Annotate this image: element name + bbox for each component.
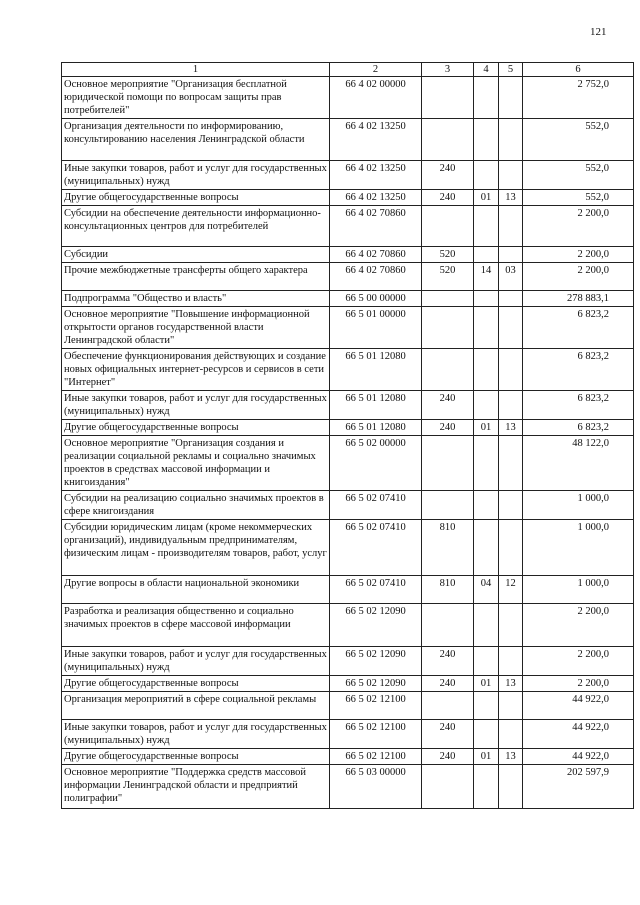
row-amount: 2 200,0 [523,647,634,676]
row-pr [499,349,523,391]
row-name: Иные закупки товаров, работ и услуг для государственных (муниципальных) нужд [62,647,330,676]
row-vr: 810 [422,576,474,604]
table-row [62,436,634,491]
row-pr [499,692,523,720]
row-name: Организация мероприятий в сфере социальной рекламы [62,692,330,720]
row-amount: 44 922,0 [523,749,634,765]
row-vr: 240 [422,647,474,676]
row-amount: 202 597,9 [523,765,634,809]
row-amount: 2 200,0 [523,676,634,692]
row-vr: 240 [422,676,474,692]
row-code: 66 5 02 12090 [330,647,422,676]
row-rz [474,520,499,576]
row-pr: 12 [499,576,523,604]
column-header-rz: 4 [474,63,499,77]
row-pr [499,307,523,349]
table-row [62,765,634,809]
row-amount: 6 823,2 [523,307,634,349]
row-name: Иные закупки товаров, работ и услуг для государственных (муниципальных) нужд [62,161,330,190]
row-code: 66 5 01 12080 [330,420,422,436]
row-name: Субсидии на обеспечение деятельности информационно-консультационных центров для потребителей [62,206,330,247]
row-rz [474,161,499,190]
row-code: 66 4 02 70860 [330,263,422,291]
row-rz [474,391,499,420]
row-vr [422,491,474,520]
row-code: 66 4 02 13250 [330,161,422,190]
row-code: 66 5 01 12080 [330,349,422,391]
row-name: Основное мероприятие "Организация создания и реализации социальной рекламы и социально значимых проектов в средствах массовой информации и книгоиздания" [62,436,330,491]
row-pr [499,77,523,119]
column-header-code: 2 [330,63,422,77]
row-rz [474,307,499,349]
row-rz: 14 [474,263,499,291]
row-code: 66 5 02 12100 [330,720,422,749]
row-code: 66 5 02 07410 [330,520,422,576]
row-amount: 6 823,2 [523,420,634,436]
page-number: 121 [590,26,607,38]
row-pr [499,206,523,247]
row-name: Другие общегосударственные вопросы [62,749,330,765]
row-name: Прочие межбюджетные трансферты общего характера [62,263,330,291]
row-code: 66 4 02 00000 [330,77,422,119]
table-row [62,161,634,190]
row-vr: 240 [422,749,474,765]
row-rz [474,77,499,119]
row-rz: 04 [474,576,499,604]
row-code: 66 5 02 00000 [330,436,422,491]
row-name: Другие общегосударственные вопросы [62,190,330,206]
table-row [62,647,634,676]
row-name: Субсидии юридическим лицам (кроме некоммерческих организаций), индивидуальным предпринимателям, физическим лицам - производителям товаров, работ, услуг [62,520,330,576]
row-rz [474,720,499,749]
row-vr: 240 [422,420,474,436]
row-name: Иные закупки товаров, работ и услуг для государственных (муниципальных) нужд [62,391,330,420]
row-code: 66 5 01 12080 [330,391,422,420]
row-vr [422,291,474,307]
row-vr: 520 [422,247,474,263]
row-name: Обеспечение функционирования действующих и создание новых официальных интернет-ресурсов и сервисов в сети "Интернет" [62,349,330,391]
row-amount: 552,0 [523,190,634,206]
table-row [62,206,634,247]
row-pr [499,604,523,647]
row-rz: 01 [474,749,499,765]
row-name: Иные закупки товаров, работ и услуг для государственных (муниципальных) нужд [62,720,330,749]
table-row [62,77,634,119]
row-vr: 240 [422,391,474,420]
row-name: Субсидии [62,247,330,263]
row-name: Субсидии на реализацию социально значимых проектов в сфере книгоиздания [62,491,330,520]
row-rz [474,491,499,520]
row-amount: 1 000,0 [523,520,634,576]
column-header-pr: 5 [499,63,523,77]
row-pr [499,119,523,161]
row-name: Разработка и реализация общественно и социально значимых проектов в сфере массовой информации [62,604,330,647]
row-vr: 240 [422,720,474,749]
row-rz [474,604,499,647]
table-row [62,119,634,161]
row-pr [499,436,523,491]
table-row [62,676,634,692]
row-amount: 2 200,0 [523,604,634,647]
column-header-vr: 3 [422,63,474,77]
row-vr [422,77,474,119]
row-rz [474,692,499,720]
row-vr: 240 [422,190,474,206]
row-rz [474,349,499,391]
row-rz [474,247,499,263]
row-name: Другие вопросы в области национальной экономики [62,576,330,604]
row-vr [422,206,474,247]
row-code: 66 5 02 12090 [330,676,422,692]
row-rz [474,119,499,161]
header-row [62,63,634,77]
row-pr [499,161,523,190]
column-header-amount: 6 [523,63,634,77]
row-pr: 03 [499,263,523,291]
row-code: 66 5 00 00000 [330,291,422,307]
row-code: 66 4 02 70860 [330,247,422,263]
table-row [62,604,634,647]
row-amount: 6 823,2 [523,391,634,420]
row-code: 66 5 02 12090 [330,604,422,647]
row-amount: 1 000,0 [523,491,634,520]
row-name: Основное мероприятие "Повышение информационной открытости органов государственной власти Ленинградской области" [62,307,330,349]
table-row [62,349,634,391]
row-pr [499,291,523,307]
table-row [62,190,634,206]
row-rz [474,436,499,491]
column-header-name: 1 [62,63,330,77]
row-vr: 810 [422,520,474,576]
row-pr [499,247,523,263]
row-rz: 01 [474,190,499,206]
row-code: 66 5 02 07410 [330,576,422,604]
row-code: 66 5 03 00000 [330,765,422,809]
row-rz [474,206,499,247]
row-vr [422,119,474,161]
row-rz [474,291,499,307]
row-vr [422,349,474,391]
row-amount: 2 200,0 [523,206,634,247]
row-name: Подпрограмма "Общество и власть" [62,291,330,307]
row-vr [422,436,474,491]
row-amount: 1 000,0 [523,576,634,604]
row-vr [422,692,474,720]
row-pr: 13 [499,420,523,436]
row-code: 66 5 02 07410 [330,491,422,520]
row-amount: 2 200,0 [523,247,634,263]
row-rz [474,765,499,809]
table-row [62,720,634,749]
table-row [62,263,634,291]
row-rz [474,647,499,676]
row-amount: 278 883,1 [523,291,634,307]
row-vr [422,307,474,349]
table-row [62,291,634,307]
row-name: Организация деятельности по информированию, консультированию населения Ленинградской области [62,119,330,161]
row-rz: 01 [474,676,499,692]
row-amount: 48 122,0 [523,436,634,491]
table-row [62,749,634,765]
row-vr [422,765,474,809]
row-vr [422,604,474,647]
table-row [62,391,634,420]
row-pr [499,720,523,749]
table-row [62,247,634,263]
row-vr: 520 [422,263,474,291]
row-code: 66 5 02 12100 [330,749,422,765]
row-pr [499,647,523,676]
table-row [62,307,634,349]
row-code: 66 4 02 13250 [330,119,422,161]
row-vr: 240 [422,161,474,190]
table-row [62,420,634,436]
table-row [62,520,634,576]
row-amount: 6 823,2 [523,349,634,391]
row-pr [499,391,523,420]
row-code: 66 5 02 12100 [330,692,422,720]
row-code: 66 5 01 00000 [330,307,422,349]
row-amount: 2 200,0 [523,263,634,291]
row-amount: 552,0 [523,119,634,161]
row-pr: 13 [499,749,523,765]
row-pr [499,520,523,576]
row-name: Другие общегосударственные вопросы [62,676,330,692]
row-name: Основное мероприятие "Поддержка средств массовой информации Ленинградской области и предприятий полиграфии" [62,765,330,809]
budget-table [61,62,634,809]
row-code: 66 4 02 70860 [330,206,422,247]
table-row [62,576,634,604]
table-row [62,692,634,720]
row-code: 66 4 02 13250 [330,190,422,206]
row-pr [499,491,523,520]
row-amount: 44 922,0 [523,720,634,749]
row-amount: 44 922,0 [523,692,634,720]
row-amount: 2 752,0 [523,77,634,119]
row-name: Основное мероприятие "Организация бесплатной юридической помощи по вопросам защиты прав потребителей" [62,77,330,119]
row-name: Другие общегосударственные вопросы [62,420,330,436]
row-pr: 13 [499,190,523,206]
table-row [62,491,634,520]
row-pr [499,765,523,809]
row-amount: 552,0 [523,161,634,190]
row-pr: 13 [499,676,523,692]
row-rz: 01 [474,420,499,436]
